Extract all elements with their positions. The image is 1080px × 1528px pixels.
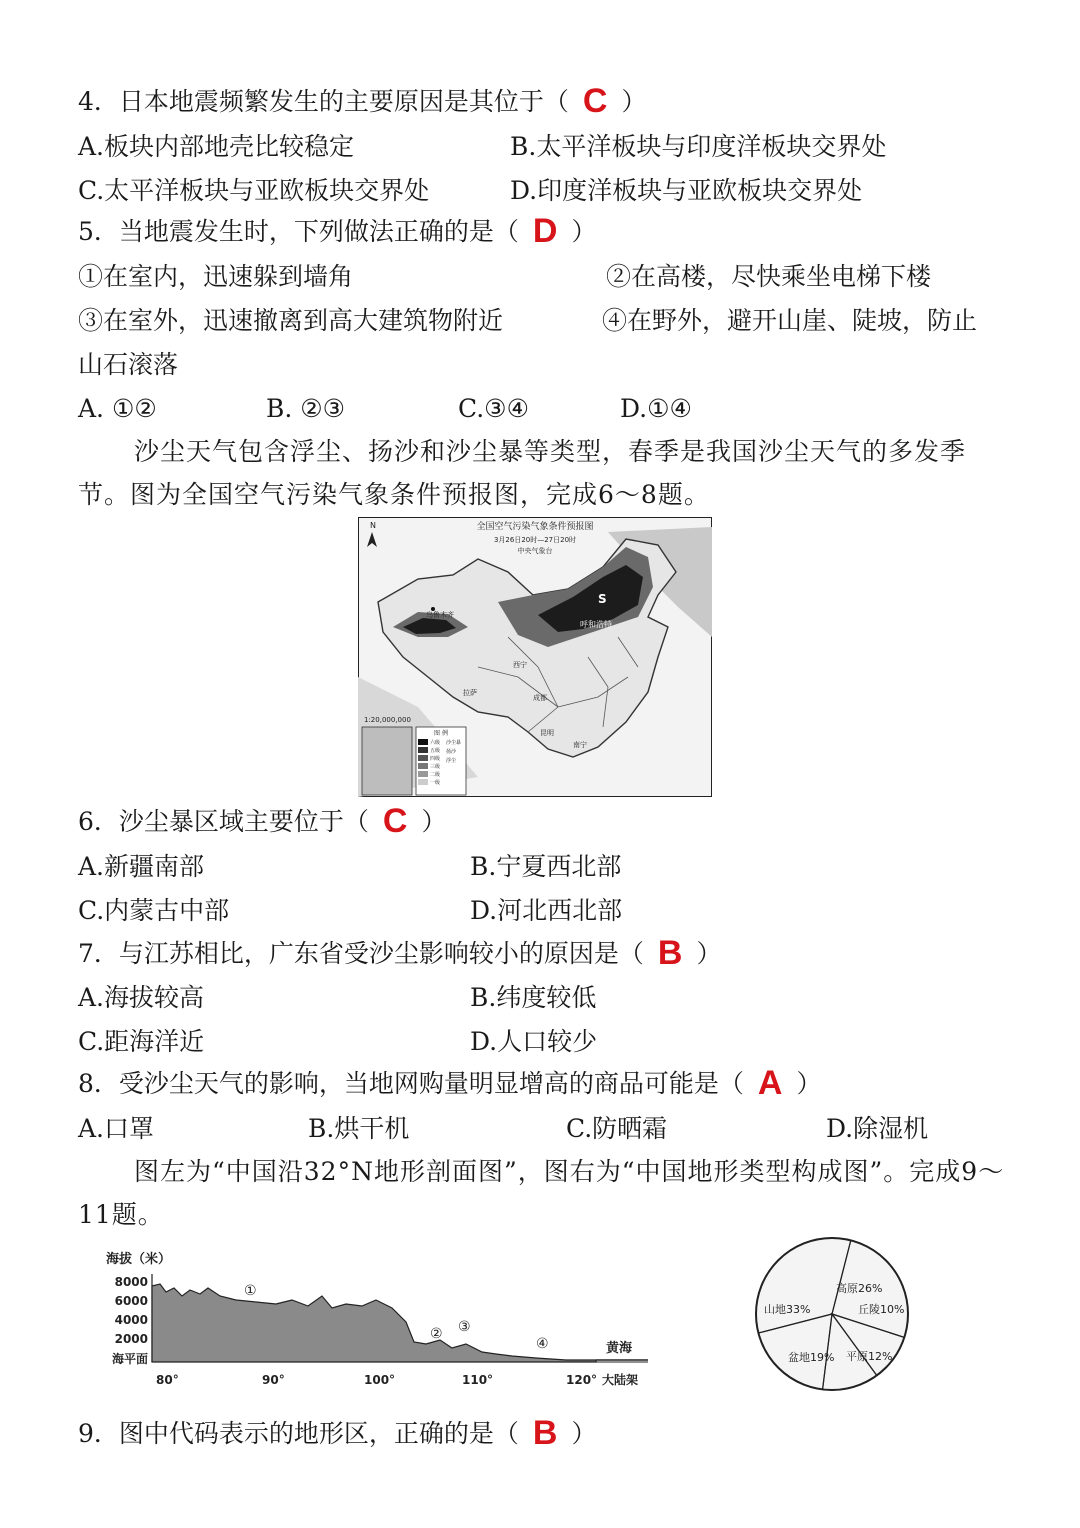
profile-ylabel: 海拔（米） [106, 1252, 172, 1267]
xtick-110: 110° [462, 1373, 494, 1387]
q5-option-c: C.③④ [458, 394, 530, 423]
city-huhehaote: 呼和浩特 [580, 620, 612, 629]
city-chengdu: 成都 [533, 694, 547, 702]
sandstorm-symbol-icon: S [598, 592, 607, 606]
q5-item-3: ③在室外，迅速撤离到高大建筑物附近 [78, 306, 504, 335]
q4-option-c: C.太平洋板块与亚欧板块交界处 [78, 176, 430, 205]
q5-answer: D [532, 212, 558, 250]
marker-4: ④ [536, 1336, 549, 1352]
q5-item-2: ②在高楼，尽快乘坐电梯下楼 [606, 262, 932, 291]
svg-text:图 例: 图 例 [434, 730, 448, 737]
south-sea-inset [362, 727, 412, 795]
q5-option-d: D.①④ [620, 394, 692, 423]
terrain-profile-chart [96, 1244, 656, 1392]
q9-stem: 9．图中代码表示的地形区，正确的是（ B ） [78, 1414, 597, 1452]
xtick-100: 100° [364, 1373, 396, 1387]
map-title: 全国空气污染气象条件预报图 [476, 522, 594, 532]
svg-text:扬沙: 扬沙 [446, 749, 457, 755]
map-subtitle: 3月26日20时—27日20时 [493, 536, 577, 544]
q4-option-d: D.印度洋板块与亚欧板块交界处 [510, 176, 863, 205]
q5-item-4: ④在野外，避开山崖、陡坡，防止 [602, 306, 978, 335]
city-nanning: 南宁 [573, 741, 587, 749]
q4-stem: 4．日本地震频繁发生的主要原因是其位于（ C ） [78, 82, 647, 120]
ytick-sea-level: 海平面 [111, 1352, 148, 1366]
q6-stem: 6．沙尘暴区域主要位于（ C ） [78, 802, 447, 840]
q5-stem: 5．当地震发生时，下列做法正确的是（ D ） [78, 212, 597, 250]
q5-option-b: B. ②③ [266, 394, 346, 423]
ytick-4000: 4000 [114, 1313, 148, 1327]
svg-text:一级: 一级 [430, 780, 441, 786]
marker-3: ③ [458, 1319, 471, 1335]
q8-answer: A [757, 1064, 783, 1102]
q6-option-d: D.河北西北部 [470, 896, 623, 925]
q8-option-d: D.除湿机 [826, 1114, 929, 1143]
q6-answer: C [382, 802, 408, 840]
svg-text:四级: 四级 [430, 756, 441, 762]
svg-text:二级: 二级 [430, 772, 441, 778]
svg-text:沙尘暴: 沙尘暴 [446, 740, 462, 746]
q7-option-a: A.海拔较高 [78, 983, 205, 1012]
q7-option-c: C.距海洋近 [78, 1027, 205, 1056]
q8-option-c: C.防晒霜 [566, 1114, 668, 1143]
q4-option-b: B.太平洋板块与印度洋板块交界处 [510, 132, 887, 161]
q7-option-d: D.人口较少 [470, 1027, 598, 1056]
city-lasa: 拉萨 [463, 689, 477, 697]
pie-label-basin: 盆地19% [788, 1351, 835, 1364]
svg-text:六级: 六级 [430, 740, 441, 746]
xtick-90: 90° [262, 1373, 285, 1387]
north-label: N [370, 521, 376, 530]
q4-option-a: A.板块内部地壳比较稳定 [78, 132, 355, 161]
q8-stem: 8．受沙尘天气的影响，当地网购量明显增高的商品可能是（ A ） [78, 1064, 822, 1102]
q4-answer: C [582, 82, 608, 120]
svg-text:五级: 五级 [430, 748, 441, 754]
ytick-6000: 6000 [114, 1294, 148, 1308]
svg-text:三级: 三级 [430, 764, 441, 770]
q6-option-c: C.内蒙古中部 [78, 896, 230, 925]
intro-sand: 沙尘天气包含浮尘、扬沙和沙尘暴等类型，春季是我国沙尘天气的多发季节。图为全国空气污染气象条件预报图，完成6～8题。 [78, 437, 967, 509]
pie-label-hills: 丘陵10% [858, 1303, 905, 1316]
q5-item-4-cont: 山石滚落 [78, 350, 179, 379]
ytick-8000: 8000 [114, 1275, 148, 1289]
shelf-label: 大陆架 [602, 1373, 639, 1387]
map-scale: 1:20,000,000 [364, 716, 411, 724]
q7-answer: B [657, 934, 683, 972]
city-wulumuqi: 乌鲁木齐 [426, 611, 454, 619]
pie-label-plain: 平原12% [846, 1350, 893, 1363]
q7-option-b: B.纬度较低 [470, 983, 597, 1012]
q9-answer: B [532, 1414, 558, 1452]
marker-1: ① [244, 1283, 257, 1299]
q8-option-b: B.烘干机 [308, 1114, 410, 1143]
pie-label-mountain: 山地33% [764, 1303, 811, 1316]
q6-option-b: B.宁夏西北部 [470, 852, 622, 881]
pollution-forecast-map [358, 517, 712, 797]
intro-terrain: 图左为“中国沿32°N地形剖面图”，图右为“中国地形类型构成图”。完成9～11题。 [78, 1157, 1005, 1229]
q5-option-a: A. ①② [78, 394, 157, 423]
q8-option-a: A.口罩 [78, 1114, 155, 1143]
q6-option-a: A.新疆南部 [78, 852, 205, 881]
terrain-profile-shape [152, 1284, 596, 1362]
ytick-2000: 2000 [114, 1332, 148, 1346]
xtick-120: 120° [566, 1373, 598, 1387]
marker-2: ② [430, 1326, 443, 1342]
svg-text:浮尘: 浮尘 [446, 758, 457, 764]
pie-label-plateau: 高原26% [836, 1282, 883, 1295]
city-xining: 西宁 [513, 661, 527, 669]
sea-label: 黄海 [606, 1341, 633, 1356]
q5-item-1: ①在室内，迅速躲到墙角 [78, 262, 354, 291]
map-agency: 中央气象台 [517, 547, 553, 555]
terrain-type-pie-chart [752, 1234, 912, 1394]
map-legend [416, 727, 466, 795]
xtick-80: 80° [156, 1373, 179, 1387]
city-kunming: 昆明 [540, 729, 554, 737]
q7-stem: 7．与江苏相比，广东省受沙尘影响较小的原因是（ B ） [78, 934, 722, 972]
